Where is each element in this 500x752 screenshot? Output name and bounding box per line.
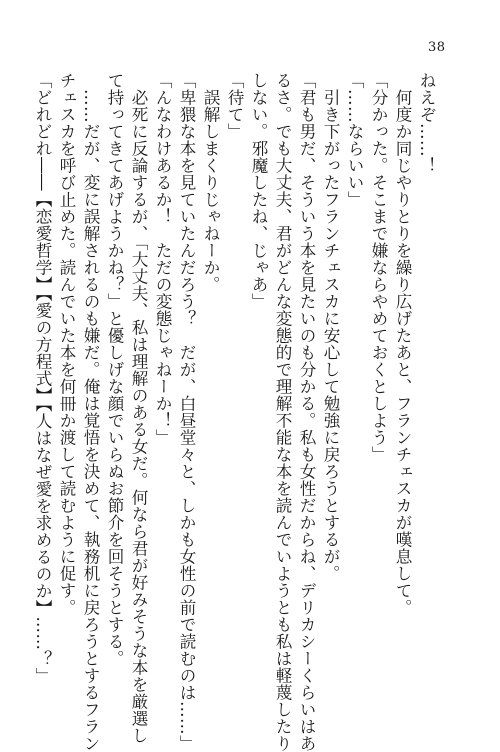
text-line: 「んなわけあるか！ ただの変態じゃねーか！」: [153, 72, 172, 446]
text-line: 引き下がったフランチェスカに安心して勉強に戻ろうとするが。: [321, 72, 340, 582]
text-line: 「分かった。そこまで嫌ならやめておくとしよう」: [369, 72, 388, 463]
text-line: 誤解しまくりじゃねーか。: [201, 72, 220, 293]
text-line: しない。邪魔したね、じゃあ」: [249, 72, 268, 310]
text-line: 必死に反論するが、「大丈夫、私は理解のある女だ。何なら君が好みそうな本を厳選し: [129, 72, 148, 744]
text-line: ……だが、変に誤解されるのも嫌だ。俺は覚悟を決めて、執務机に戻ろうとするフラン: [81, 72, 100, 752]
text-line: チェスカを呼び止めた。読んでいた本を何冊か渡して読むように促す。: [57, 72, 76, 616]
text-line: 「……ならいい」: [345, 72, 364, 208]
text-line: るさ。でも大丈夫、君がどんな変態的で理解不能な本を読んでいようとも私は軽蔑したり: [273, 72, 292, 752]
text-line: 「卑猥な本を見ていたんだろう？ だが、白昼堂々と、しかも女性の前で読むのは……」: [177, 72, 196, 752]
text-line: 「待て」: [225, 72, 244, 140]
text-line: て持ってきてあげようかね？」と優しげな顔でいらぬお節介を回そうとする。: [105, 72, 124, 667]
text-line: 何度か同じやりとりを繰り広げたあと、フランチェスカが嘆息して。: [393, 72, 412, 616]
text-line: 「どれどれ――【恋愛哲学】【愛の方程式】【人はなぜ愛を求めるのか】……？」: [33, 72, 52, 685]
page-number: 38: [428, 40, 446, 55]
text-line: 「君も男だ、そういう本を見たいのも分かる。私も女性だからね、デリカシーくらいはあ: [297, 72, 316, 752]
text-line: ねえぞ……！: [417, 72, 436, 174]
novel-text-block: [33, 72, 438, 752]
